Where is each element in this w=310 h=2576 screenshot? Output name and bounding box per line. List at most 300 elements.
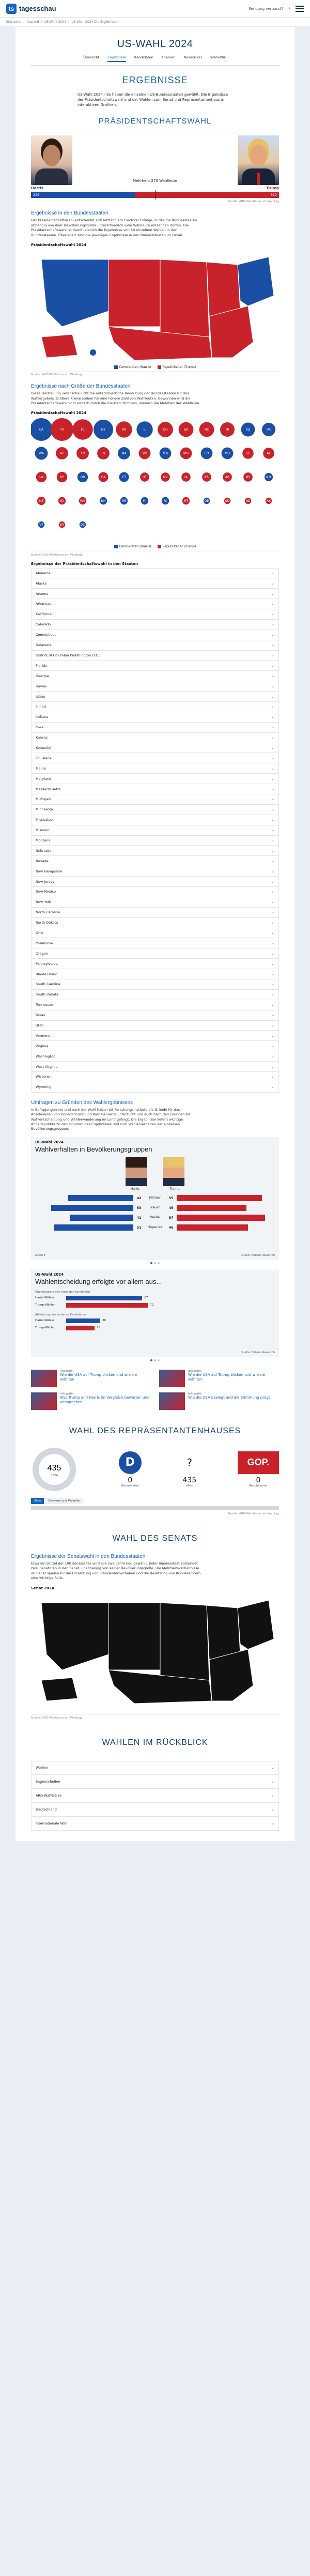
state-name: Kansas bbox=[36, 735, 48, 740]
breadcrumb-item: US-Wahl 2024 Die Ergebnisse bbox=[71, 20, 118, 24]
state-row[interactable] bbox=[31, 774, 279, 784]
chevron-down-icon: ⌄ bbox=[271, 622, 274, 627]
state-row[interactable] bbox=[31, 568, 279, 578]
legend-dem: Demokraten (Harris) bbox=[114, 365, 151, 369]
survey2-bar bbox=[66, 1326, 95, 1330]
chevron-down-icon: ⌄ bbox=[271, 797, 274, 802]
state-row[interactable] bbox=[31, 599, 279, 609]
state-row[interactable] bbox=[31, 866, 279, 877]
state-row[interactable] bbox=[31, 620, 279, 630]
state-row[interactable] bbox=[31, 897, 279, 908]
trump-bar-wrap bbox=[177, 1205, 246, 1211]
state-bubble-label: NJ bbox=[246, 428, 250, 432]
state-name: Minnesota bbox=[36, 807, 53, 812]
chevron-down-icon: ⌄ bbox=[271, 1054, 274, 1059]
us-state-map[interactable] bbox=[31, 249, 279, 368]
open-seats: ? 435 offen bbox=[183, 1451, 197, 1488]
breadcrumb: Startseite › Ausland › US-Wahl 2024 › US-Wahl 2024 Die Ergebnisse bbox=[0, 18, 310, 27]
chevron-down-icon: ⌄ bbox=[271, 1766, 274, 1770]
group-label: Hispanics bbox=[147, 1225, 163, 1230]
house-total-label: Sitze bbox=[50, 1473, 58, 1477]
trump-bar-wrap bbox=[177, 1215, 265, 1221]
state-row[interactable] bbox=[31, 794, 279, 805]
survey-intro bbox=[31, 1100, 279, 1132]
chevron-down-icon: ⌄ bbox=[271, 663, 274, 668]
state-row[interactable] bbox=[31, 1062, 279, 1072]
state-bubble-label: TX bbox=[60, 428, 64, 432]
state-row[interactable] bbox=[31, 661, 279, 671]
state-row[interactable] bbox=[31, 1041, 279, 1051]
chevron-down-icon: ⌄ bbox=[271, 1023, 274, 1028]
state-bubble-label: TN bbox=[80, 452, 85, 456]
chevron-down-icon: ⌄ bbox=[271, 910, 274, 915]
state-name: Mississippi bbox=[36, 818, 54, 822]
trump-bar bbox=[177, 1224, 248, 1231]
retro-label: Wahlen bbox=[36, 1766, 49, 1770]
page-title: US-WAHL 2024 bbox=[117, 38, 193, 50]
us-map-svg bbox=[31, 249, 279, 363]
missed-show-link[interactable]: Sendung verpasst? bbox=[249, 6, 284, 11]
teaser-thumbnail bbox=[159, 1392, 185, 1410]
state-row[interactable] bbox=[31, 969, 279, 979]
chevron-down-icon: ⌄ bbox=[271, 1779, 274, 1784]
state-bubble-label: ME bbox=[121, 499, 127, 503]
state-bubble-label: WI bbox=[143, 452, 147, 456]
chevron-down-icon: ⌄ bbox=[271, 1044, 274, 1048]
results-source: Quelle: ARD-Wahlbörse am Wahltag bbox=[228, 200, 279, 204]
retro-item[interactable] bbox=[31, 1789, 279, 1803]
senate-text: Etwa ein Drittel der 100 Senatssitze wird alle zwei Jahre neu gewählt. Jeder Bundesstaat entsendet zwei Senatoren in den Senat, unabhängig von seiner Bevölkerungsgröße. Die Mehrheitsverhältnisse im Senat spielen für die Umsetzung von Präsidentenvorhaben und die Besetzung von Bundesämtern eine wichtige Rolle. bbox=[31, 1561, 201, 1581]
bubble-map[interactable] bbox=[31, 417, 279, 544]
state-name: Idaho bbox=[36, 694, 45, 699]
map-region-hawaii bbox=[90, 349, 96, 356]
survey2-value: 67 bbox=[144, 1296, 148, 1300]
teaser-title[interactable]: Wie die USA auf Trump blicken und wie sie wählten bbox=[60, 1372, 137, 1382]
state-name: Iowa bbox=[36, 725, 44, 730]
state-list-header: Ergebnisse der Präsidentschaftswahl in den Staaten bbox=[31, 562, 138, 566]
state-row[interactable] bbox=[31, 948, 279, 959]
chevron-down-icon: ⌄ bbox=[271, 1807, 274, 1812]
state-row[interactable] bbox=[31, 681, 279, 692]
state-name: New Hampshire bbox=[36, 869, 63, 873]
menu-icon[interactable] bbox=[296, 6, 304, 12]
state-name: Oregon bbox=[36, 951, 48, 956]
state-bubble-label: MI bbox=[225, 428, 229, 432]
chevron-down-icon: ⌄ bbox=[271, 890, 274, 894]
state-row[interactable] bbox=[31, 877, 279, 887]
trump-value: 45 bbox=[168, 1205, 174, 1210]
trump-ev-bar: 312 bbox=[135, 192, 279, 198]
state-bubble-label: MO bbox=[183, 452, 189, 456]
survey2-source: Quelle: Edison Research bbox=[240, 1351, 275, 1354]
state-bubble-label: WA bbox=[39, 452, 44, 456]
subnav-item-overview[interactable]: Übersicht bbox=[83, 55, 100, 59]
state-bubble-label: WY bbox=[59, 523, 65, 527]
group-label: Männer bbox=[149, 1196, 161, 1200]
state-row[interactable] bbox=[31, 651, 279, 661]
subnav-item-wiki[interactable]: Wahl-Wiki bbox=[210, 55, 227, 59]
state-bubble-label: VA bbox=[267, 428, 271, 432]
state-row[interactable] bbox=[31, 959, 279, 969]
state-bubble-label: KY bbox=[60, 476, 64, 480]
state-row[interactable] bbox=[31, 763, 279, 774]
harris-bar-wrap bbox=[35, 1224, 133, 1231]
chevron-down-icon: ⌄ bbox=[271, 848, 274, 853]
trump-bar bbox=[177, 1205, 246, 1211]
tab-seats[interactable]: Sitze bbox=[31, 1498, 44, 1504]
chevron-down-icon: ⌄ bbox=[271, 745, 274, 750]
state-bubble-label: CA bbox=[39, 428, 44, 432]
state-bubble-label: CT bbox=[122, 476, 126, 480]
state-bubble-label: NM bbox=[266, 476, 271, 480]
subnav-item-results[interactable]: Ergebnisse bbox=[107, 55, 126, 62]
state-bubble-label: PA bbox=[122, 428, 126, 432]
teaser-title[interactable]: Was Trump und Harris im Vergleich bewerten und versprachen bbox=[60, 1395, 150, 1404]
chevron-down-icon: ⌄ bbox=[271, 694, 274, 699]
senate-map[interactable] bbox=[31, 1592, 279, 1711]
harris-label: Harris bbox=[130, 1187, 140, 1191]
state-row[interactable] bbox=[31, 1072, 279, 1082]
state-row[interactable] bbox=[31, 692, 279, 702]
state-map-text: Der Präsidentschaftswahl entscheidet sich letztlich am Electoral College, in das die Bundesstaaten abhängig von ihrer Bevölkerungsgröße unterschiedlich viele Wahlleute entsenden dürfen. Die Präsidentschaftswahl ist damit letztlich die Ergebnisse von 50 einzelnen Wahlen in den Bundesstaaten. Überlagert sind die jeweiligen Ergebnisse in den Bundesstaaten im Detail. bbox=[31, 218, 197, 237]
chevron-down-icon: ⌄ bbox=[271, 591, 274, 596]
survey2-row-label: Trump-Wähler bbox=[35, 1304, 55, 1307]
state-name: Kentucky bbox=[36, 745, 51, 750]
state-bubble-label: NH bbox=[101, 499, 106, 503]
state-name: Delaware bbox=[36, 643, 52, 648]
state-row[interactable] bbox=[31, 578, 279, 589]
group-label: Weiße bbox=[150, 1216, 160, 1220]
retro-item[interactable] bbox=[31, 1803, 279, 1817]
subnav-item-ticker[interactable]: Newsticker bbox=[183, 55, 203, 59]
survey2-row bbox=[35, 1295, 275, 1301]
chevron-down-icon: ⌄ bbox=[271, 869, 274, 873]
state-row[interactable] bbox=[31, 609, 279, 620]
survey2-value: 72 bbox=[150, 1304, 154, 1307]
survey2-row bbox=[35, 1318, 275, 1324]
state-bubble-label: KS bbox=[205, 476, 209, 480]
presidential-result bbox=[31, 133, 279, 198]
retro-label: ARD-Wahlbörse bbox=[36, 1793, 62, 1798]
trump-bar-wrap bbox=[177, 1195, 262, 1201]
search-icon[interactable]: ⌕ bbox=[288, 6, 290, 10]
state-row[interactable] bbox=[31, 671, 279, 681]
state-name: Oklahoma bbox=[36, 941, 53, 945]
footer bbox=[0, 1841, 310, 1882]
state-row[interactable] bbox=[31, 784, 279, 794]
state-row[interactable] bbox=[31, 805, 279, 815]
senate-map-svg bbox=[31, 1592, 279, 1706]
state-name: New Mexico bbox=[36, 890, 56, 894]
state-name: North Carolina bbox=[36, 910, 60, 915]
carousel-dots-2[interactable] bbox=[16, 1359, 295, 1361]
trump-portrait bbox=[238, 135, 279, 185]
subnav-item-topics[interactable]: Themen bbox=[161, 55, 176, 59]
state-name: Pennsylvania bbox=[36, 961, 58, 966]
state-row[interactable] bbox=[31, 836, 279, 846]
harris-bar bbox=[54, 1224, 133, 1231]
open-seat-bar bbox=[31, 1506, 279, 1510]
state-name: Massachusetts bbox=[36, 787, 61, 791]
carousel-dots[interactable] bbox=[16, 1262, 295, 1264]
harris-value: 41 bbox=[136, 1215, 142, 1220]
state-bubble-label: MN bbox=[163, 452, 168, 456]
state-row[interactable] bbox=[31, 1082, 279, 1093]
harris-value: 42 bbox=[136, 1195, 142, 1200]
tab-gains[interactable]: Gewinne und Verluste bbox=[45, 1498, 82, 1504]
state-name: Alaska bbox=[36, 581, 47, 586]
survey2-row-label: Harris-Wähler bbox=[35, 1319, 55, 1323]
state-bubble-label: MD bbox=[225, 452, 230, 456]
chevron-down-icon: ⌄ bbox=[271, 704, 274, 709]
state-bubble-label: UT bbox=[142, 476, 147, 480]
state-name: Washington bbox=[36, 1054, 56, 1059]
chevron-down-icon: ⌄ bbox=[271, 1033, 274, 1038]
house-donut bbox=[31, 1446, 78, 1493]
state-row[interactable] bbox=[31, 1051, 279, 1062]
brand-name: tagesschau bbox=[19, 5, 56, 12]
state-row[interactable] bbox=[31, 702, 279, 712]
chevron-down-icon: ⌄ bbox=[271, 571, 274, 576]
legend-rep: Republikaner (Trump) bbox=[158, 545, 196, 548]
chevron-down-icon: ⌄ bbox=[271, 921, 274, 925]
state-name: Virginia bbox=[36, 1044, 49, 1048]
map-region-midwest bbox=[207, 262, 240, 316]
teaser-text bbox=[188, 1370, 279, 1387]
state-row[interactable] bbox=[31, 856, 279, 866]
state-name: New York bbox=[36, 900, 51, 904]
state-row[interactable] bbox=[31, 1000, 279, 1010]
top-bar bbox=[0, 0, 310, 18]
chevron-down-icon: ⌄ bbox=[271, 1085, 274, 1090]
trump-mini-portrait bbox=[163, 1157, 184, 1186]
state-row[interactable] bbox=[31, 753, 279, 763]
teaser-thumbnail bbox=[159, 1370, 185, 1387]
bubble-map-svg bbox=[31, 417, 279, 539]
tagesschau-logo-icon: ts bbox=[6, 4, 17, 14]
state-name: Colorado bbox=[36, 622, 51, 627]
survey-row bbox=[35, 1194, 275, 1202]
chevron-down-icon: ⌄ bbox=[271, 961, 274, 966]
harris-bar bbox=[68, 1195, 133, 1201]
state-row[interactable] bbox=[31, 908, 279, 918]
state-name: District of Columbia (Washington D.C.) bbox=[36, 653, 101, 657]
survey-menu[interactable]: Menü ▾ bbox=[35, 1253, 45, 1257]
chevron-down-icon: ⌄ bbox=[271, 612, 274, 617]
state-row[interactable] bbox=[31, 928, 279, 939]
teaser-thumbnail bbox=[31, 1392, 57, 1410]
question-icon: ? bbox=[187, 1456, 193, 1469]
trump-bar bbox=[177, 1195, 262, 1201]
state-bubble-label: CO bbox=[204, 452, 209, 456]
survey-row bbox=[35, 1223, 275, 1232]
state-row[interactable] bbox=[31, 887, 279, 897]
chevron-down-icon: ⌄ bbox=[271, 633, 274, 637]
retro-label: Deutschland bbox=[36, 1807, 57, 1812]
house-tabs bbox=[31, 1498, 279, 1504]
chevron-down-icon: ⌄ bbox=[271, 1064, 274, 1069]
state-name: Missouri bbox=[36, 828, 50, 833]
chevron-down-icon: ⌄ bbox=[271, 673, 274, 678]
state-name: Arizona bbox=[36, 591, 49, 596]
state-bubble-label: AZ bbox=[59, 452, 65, 456]
state-bubble-label: NC bbox=[204, 428, 209, 432]
retro-list bbox=[31, 1761, 279, 1831]
teaser-card[interactable] bbox=[31, 1370, 151, 1387]
map-region-alaska bbox=[41, 334, 78, 358]
survey2-row bbox=[35, 1302, 275, 1308]
retro-item[interactable] bbox=[31, 1817, 279, 1831]
electoral-vote-bar bbox=[31, 192, 279, 198]
state-bubble-label: DC bbox=[80, 523, 85, 527]
state-row[interactable] bbox=[31, 1010, 279, 1021]
harris-bar bbox=[70, 1215, 133, 1221]
breadcrumb-item[interactable]: US-Wahl 2024 bbox=[44, 20, 66, 24]
survey-source: Quelle: Edison Research bbox=[240, 1253, 275, 1257]
teaser-thumbnail bbox=[31, 1370, 57, 1387]
state-row[interactable] bbox=[31, 1021, 279, 1031]
state-name: North Dakota bbox=[36, 921, 58, 925]
state-name: Arkansas bbox=[36, 602, 51, 606]
retro-item[interactable] bbox=[31, 1775, 279, 1789]
chevron-down-icon: ⌄ bbox=[271, 1013, 274, 1018]
majority-line bbox=[155, 190, 156, 200]
state-row[interactable] bbox=[31, 723, 279, 733]
presidential-heading: PRÄSIDENTSCHAFTSWAHL bbox=[98, 117, 212, 126]
state-bubble-label: MT bbox=[183, 499, 189, 503]
senate-caption: Senat 2024 bbox=[31, 1586, 54, 1590]
state-row[interactable] bbox=[31, 825, 279, 836]
survey2-bar bbox=[66, 1296, 142, 1300]
survey2-kicker: US-Wahl 2024 bbox=[35, 1272, 64, 1277]
harris-value: 53 bbox=[136, 1205, 142, 1210]
state-bubble-label: AR bbox=[225, 476, 230, 480]
chevron-down-icon: ⌄ bbox=[271, 807, 274, 812]
chevron-down-icon: ⌄ bbox=[271, 900, 274, 904]
chevron-down-icon: ⌄ bbox=[271, 725, 274, 730]
harris-portrait bbox=[31, 135, 72, 185]
harris-value: 51 bbox=[136, 1225, 142, 1230]
state-bubble-label: ID bbox=[60, 499, 64, 503]
state-row[interactable] bbox=[31, 990, 279, 1000]
senate-source: Quelle: ARD-Wahlbörse am Wahltag bbox=[31, 1714, 279, 1720]
retro-label: Sagenscheiber bbox=[36, 1779, 61, 1784]
state-row[interactable] bbox=[31, 979, 279, 990]
breadcrumb-item[interactable]: Startseite bbox=[6, 20, 22, 24]
chevron-down-icon: ⌄ bbox=[271, 776, 274, 781]
state-row[interactable] bbox=[31, 815, 279, 825]
chevron-down-icon: ⌄ bbox=[271, 581, 274, 586]
survey2-value: 30 bbox=[102, 1319, 106, 1323]
state-name: Utah bbox=[36, 1023, 44, 1028]
retro-heading: WAHLEN IM RÜCKBLICK bbox=[102, 1738, 208, 1747]
state-bubble-label: NE bbox=[39, 499, 44, 503]
chevron-down-icon: ⌄ bbox=[271, 828, 274, 833]
trump-value: 55 bbox=[168, 1195, 174, 1200]
state-name: Wyoming bbox=[36, 1085, 52, 1090]
state-bubble-label: HI bbox=[143, 499, 147, 503]
survey2-row-label: Trump-Wähler bbox=[35, 1326, 55, 1330]
state-map-section bbox=[31, 210, 279, 376]
state-name: Texas bbox=[36, 1013, 45, 1018]
retro-item[interactable] bbox=[31, 1761, 279, 1775]
brand-logo[interactable] bbox=[6, 4, 56, 14]
state-bubble-label: VT bbox=[39, 523, 43, 527]
state-row[interactable] bbox=[31, 1031, 279, 1041]
teaser-card[interactable] bbox=[159, 1392, 279, 1410]
harris-bar bbox=[51, 1205, 133, 1211]
survey-groups-chart bbox=[31, 1137, 279, 1260]
state-bubble-label: DE bbox=[204, 499, 209, 503]
chevron-down-icon: ⌄ bbox=[271, 930, 274, 935]
state-name: Hawaii bbox=[36, 684, 47, 688]
teaser-text bbox=[60, 1370, 151, 1387]
survey2-bar bbox=[66, 1303, 148, 1308]
state-bubble-label: RI bbox=[164, 499, 167, 503]
chevron-down-icon: ⌄ bbox=[271, 818, 274, 822]
teaser-card[interactable] bbox=[31, 1392, 151, 1410]
house-seat-bar bbox=[31, 1506, 279, 1510]
retro-label: Internationale Wahl bbox=[36, 1821, 69, 1826]
state-name: Connecticut bbox=[36, 633, 56, 637]
chevron-down-icon: ⌄ bbox=[271, 787, 274, 791]
state-row[interactable] bbox=[31, 846, 279, 856]
state-map-heading: Ergebnisse in den Bundesstaaten bbox=[31, 210, 109, 217]
state-bubble-label: SD bbox=[225, 499, 230, 503]
survey2-value: 25 bbox=[97, 1326, 100, 1330]
teaser-title[interactable]: Wie die USA auf Trump blicken und wie sie wählten bbox=[188, 1372, 265, 1382]
chevron-down-icon: ⌄ bbox=[271, 756, 274, 760]
survey2-row bbox=[35, 1325, 275, 1331]
state-row[interactable] bbox=[31, 733, 279, 743]
state-row[interactable] bbox=[31, 589, 279, 599]
rep-seats: GOP. 0 Republikaner bbox=[238, 1451, 279, 1488]
state-row[interactable] bbox=[31, 630, 279, 640]
state-name: Ohio bbox=[36, 930, 44, 935]
survey2-group2: Ablehnung des anderen Kandidaten bbox=[35, 1313, 86, 1316]
state-name: Michigan bbox=[36, 797, 51, 802]
teaser-text bbox=[60, 1392, 151, 1410]
harris-mini-portrait bbox=[126, 1157, 147, 1186]
state-row[interactable] bbox=[31, 918, 279, 928]
survey-text: In Befragungen vor und nach der Wahl haben US-Forschungsinstitute die Gründe für das Abschneiden von Donald Trump und Kamala Harris untersucht und auch nach den Gründen für Wahlentscheidung und Wählerwanderung im Land gefragt. Die Ergebnisse liefern wichtige Anhaltspunkte zu den Gründen des Ergebnisses und zum Wählerverhalten der einzelnen Bevölkerungsgruppen. bbox=[31, 1107, 191, 1131]
state-name: Tennessee bbox=[36, 1003, 53, 1007]
breadcrumb-item[interactable]: Ausland bbox=[26, 20, 39, 24]
teaser-title[interactable]: Wie die USA bewegt und die Stimmung prägt bbox=[188, 1395, 270, 1400]
subnav-item-candidates[interactable]: Kandidaten bbox=[134, 55, 153, 59]
state-row[interactable] bbox=[31, 712, 279, 723]
trump-bar-wrap bbox=[177, 1224, 248, 1231]
survey-row bbox=[35, 1204, 275, 1212]
state-name: Maryland bbox=[36, 776, 52, 781]
teaser-card[interactable] bbox=[159, 1370, 279, 1387]
survey2-title: Wahlentscheidung erfolgte vor allem aus... bbox=[35, 1277, 162, 1285]
teaser-kicker: Infografik bbox=[60, 1369, 74, 1373]
chevron-down-icon: ⌄ bbox=[271, 992, 274, 997]
state-row[interactable] bbox=[31, 640, 279, 651]
house-result bbox=[31, 1446, 279, 1493]
state-bubble-label: MA bbox=[121, 452, 127, 456]
dem-seats: D 0 Demokraten bbox=[119, 1451, 142, 1488]
bubble-map-caption: Präsidentschaftswahl 2024 bbox=[31, 411, 87, 416]
trump-bar bbox=[177, 1215, 265, 1221]
bubble-map-section bbox=[31, 384, 279, 557]
state-bubble-label: FL bbox=[81, 428, 85, 432]
state-name: New Jersey bbox=[36, 879, 55, 884]
state-row[interactable] bbox=[31, 938, 279, 948]
state-row[interactable] bbox=[31, 743, 279, 754]
chevron-down-icon: ⌄ bbox=[271, 941, 274, 945]
